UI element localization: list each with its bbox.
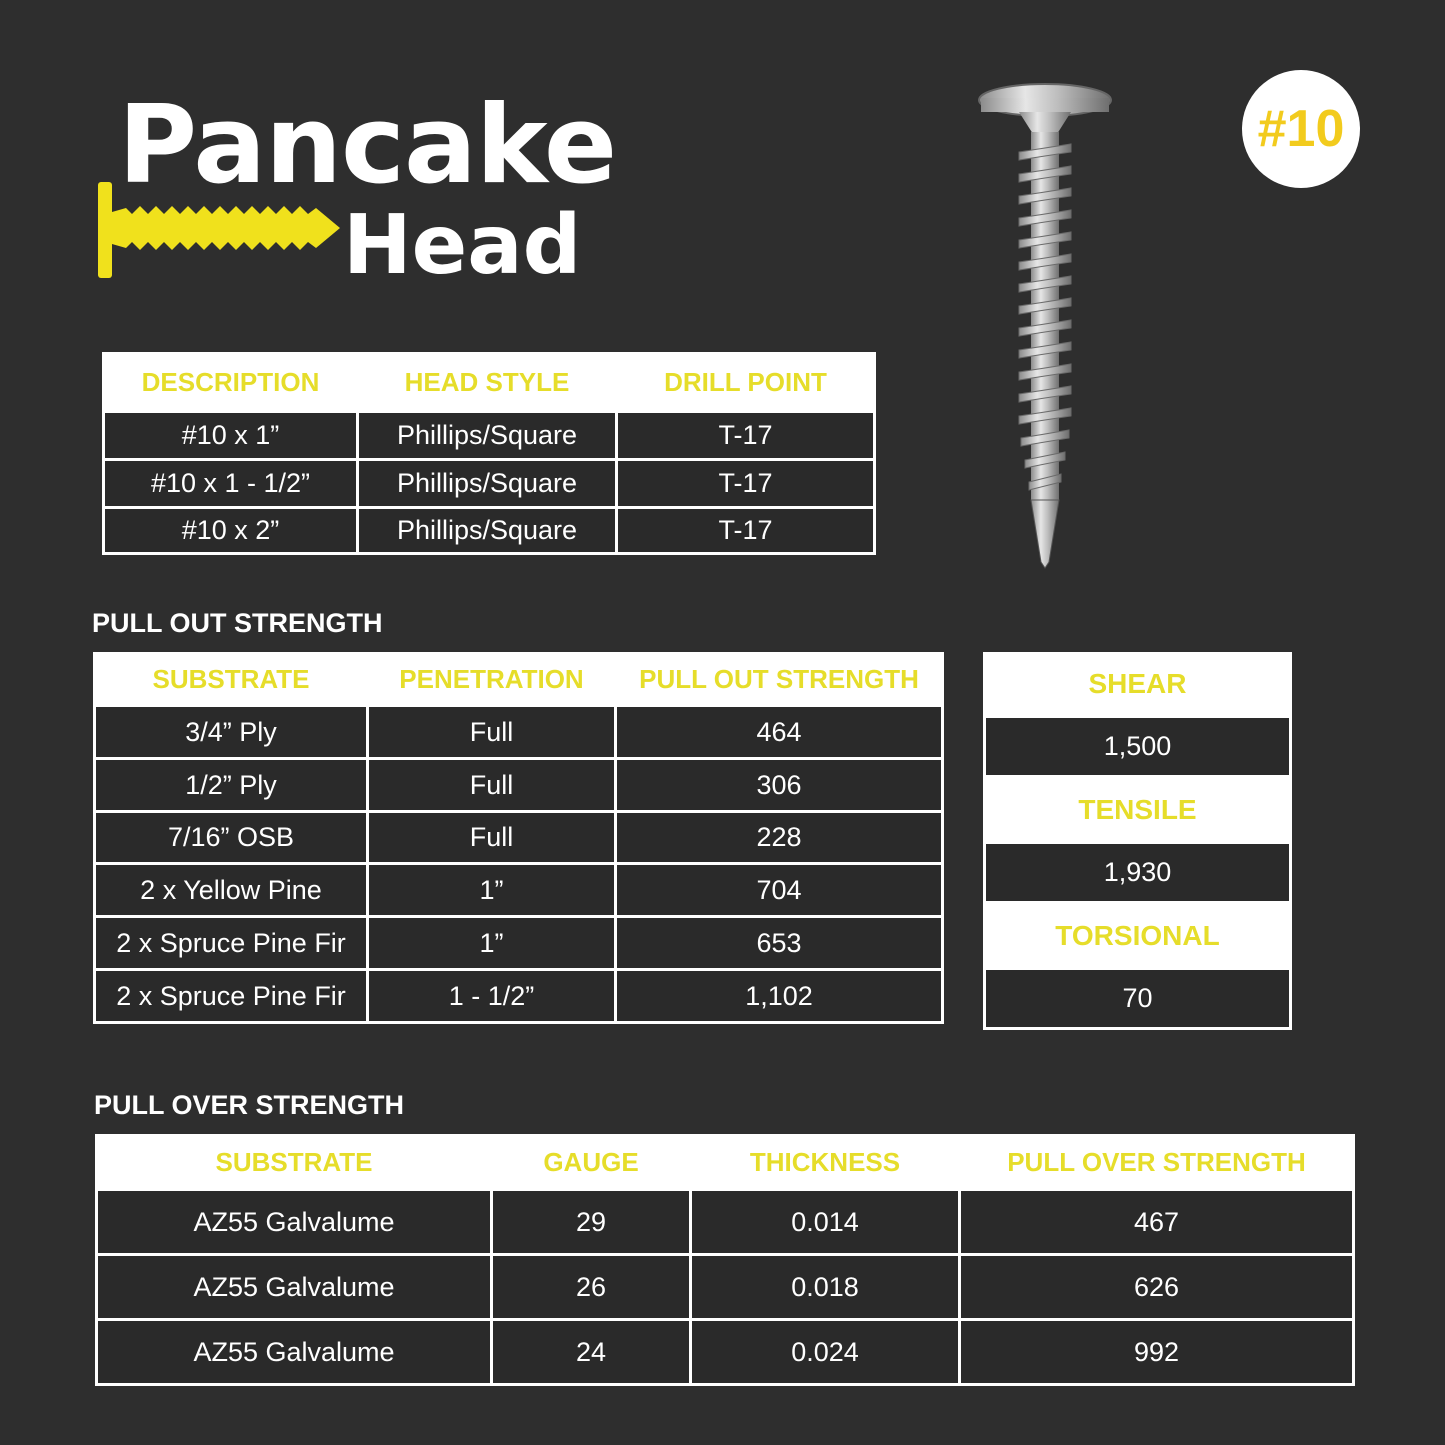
cell-strength: 653 [616, 917, 943, 970]
header-penetration: PENETRATION [368, 654, 616, 706]
cell-thickness: 0.014 [691, 1190, 960, 1255]
cell-description: #10 x 1 - 1/2” [104, 460, 358, 508]
cell-strength: 704 [616, 864, 943, 917]
cell-substrate: AZ55 Galvalume [97, 1320, 492, 1385]
table-row [95, 864, 943, 917]
strength-panel [983, 652, 1292, 1030]
spec-table-header [104, 354, 875, 412]
cell-strength: 992 [960, 1320, 1354, 1385]
cell-description: #10 x 2” [104, 508, 358, 554]
header-drill-point: DRILL POINT [617, 354, 875, 412]
cell-penetration: 1” [368, 864, 616, 917]
cell-strength: 1,102 [616, 970, 943, 1023]
table-row [95, 917, 943, 970]
table-row [104, 508, 875, 554]
torsional-value: 70 [983, 967, 1292, 1030]
cell-penetration: 1 - 1/2” [368, 970, 616, 1023]
tensile-value: 1,930 [983, 841, 1292, 904]
screw-image [975, 82, 1117, 572]
cell-substrate: 2 x Spruce Pine Fir [95, 917, 368, 970]
cell-substrate: 3/4” Ply [95, 706, 368, 759]
table-row [95, 970, 943, 1023]
cell-strength: 464 [616, 706, 943, 759]
table-row [95, 706, 943, 759]
header-substrate: SUBSTRATE [95, 654, 368, 706]
table-row [104, 460, 875, 508]
tensile-label: TENSILE [983, 778, 1292, 841]
cell-drill-point: T-17 [617, 412, 875, 460]
pull-over-title: PULL OVER STRENGTH [94, 1090, 405, 1120]
header-thickness: THICKNESS [691, 1136, 960, 1190]
cell-strength: 626 [960, 1255, 1354, 1320]
header-pull-out-strength: PULL OUT STRENGTH [616, 654, 943, 706]
cell-gauge: 26 [492, 1255, 691, 1320]
pull-out-title: PULL OUT STRENGTH [92, 608, 383, 638]
size-badge: #10 [1242, 70, 1360, 188]
cell-substrate: 1/2” Ply [95, 759, 368, 812]
table-row [95, 759, 943, 812]
cell-head-style: Phillips/Square [358, 508, 617, 554]
header-description: DESCRIPTION [104, 354, 358, 412]
shear-label: SHEAR [983, 652, 1292, 715]
cell-penetration: 1” [368, 917, 616, 970]
cell-strength: 228 [616, 812, 943, 864]
header-head-style: HEAD STYLE [358, 354, 617, 412]
cell-drill-point: T-17 [617, 508, 875, 554]
torsional-label: TORSIONAL [983, 904, 1292, 967]
pull-over-header [97, 1136, 1354, 1190]
title-head: Head [343, 198, 582, 293]
cell-substrate: 2 x Yellow Pine [95, 864, 368, 917]
cell-strength: 467 [960, 1190, 1354, 1255]
table-row [97, 1320, 1354, 1385]
pull-over-table [95, 1134, 1355, 1386]
header-substrate: SUBSTRATE [97, 1136, 492, 1190]
header-gauge: GAUGE [492, 1136, 691, 1190]
title-pancake: Pancake [118, 83, 617, 208]
table-row [95, 812, 943, 864]
cell-thickness: 0.024 [691, 1320, 960, 1385]
cell-substrate: 7/16” OSB [95, 812, 368, 864]
cell-penetration: Full [368, 759, 616, 812]
cell-head-style: Phillips/Square [358, 412, 617, 460]
cell-thickness: 0.018 [691, 1255, 960, 1320]
cell-gauge: 24 [492, 1320, 691, 1385]
cell-head-style: Phillips/Square [358, 460, 617, 508]
spec-table [102, 352, 876, 555]
table-row [97, 1190, 1354, 1255]
table-row [97, 1255, 1354, 1320]
shear-value: 1,500 [983, 715, 1292, 778]
cell-substrate: 2 x Spruce Pine Fir [95, 970, 368, 1023]
cell-drill-point: T-17 [617, 460, 875, 508]
pull-out-table [93, 652, 944, 1024]
cell-strength: 306 [616, 759, 943, 812]
header-pull-over-strength: PULL OVER STRENGTH [960, 1136, 1354, 1190]
cell-substrate: AZ55 Galvalume [97, 1255, 492, 1320]
cell-gauge: 29 [492, 1190, 691, 1255]
cell-description: #10 x 1” [104, 412, 358, 460]
cell-substrate: AZ55 Galvalume [97, 1190, 492, 1255]
cell-penetration: Full [368, 706, 616, 759]
cell-penetration: Full [368, 812, 616, 864]
pull-out-header [95, 654, 943, 706]
table-row [104, 412, 875, 460]
